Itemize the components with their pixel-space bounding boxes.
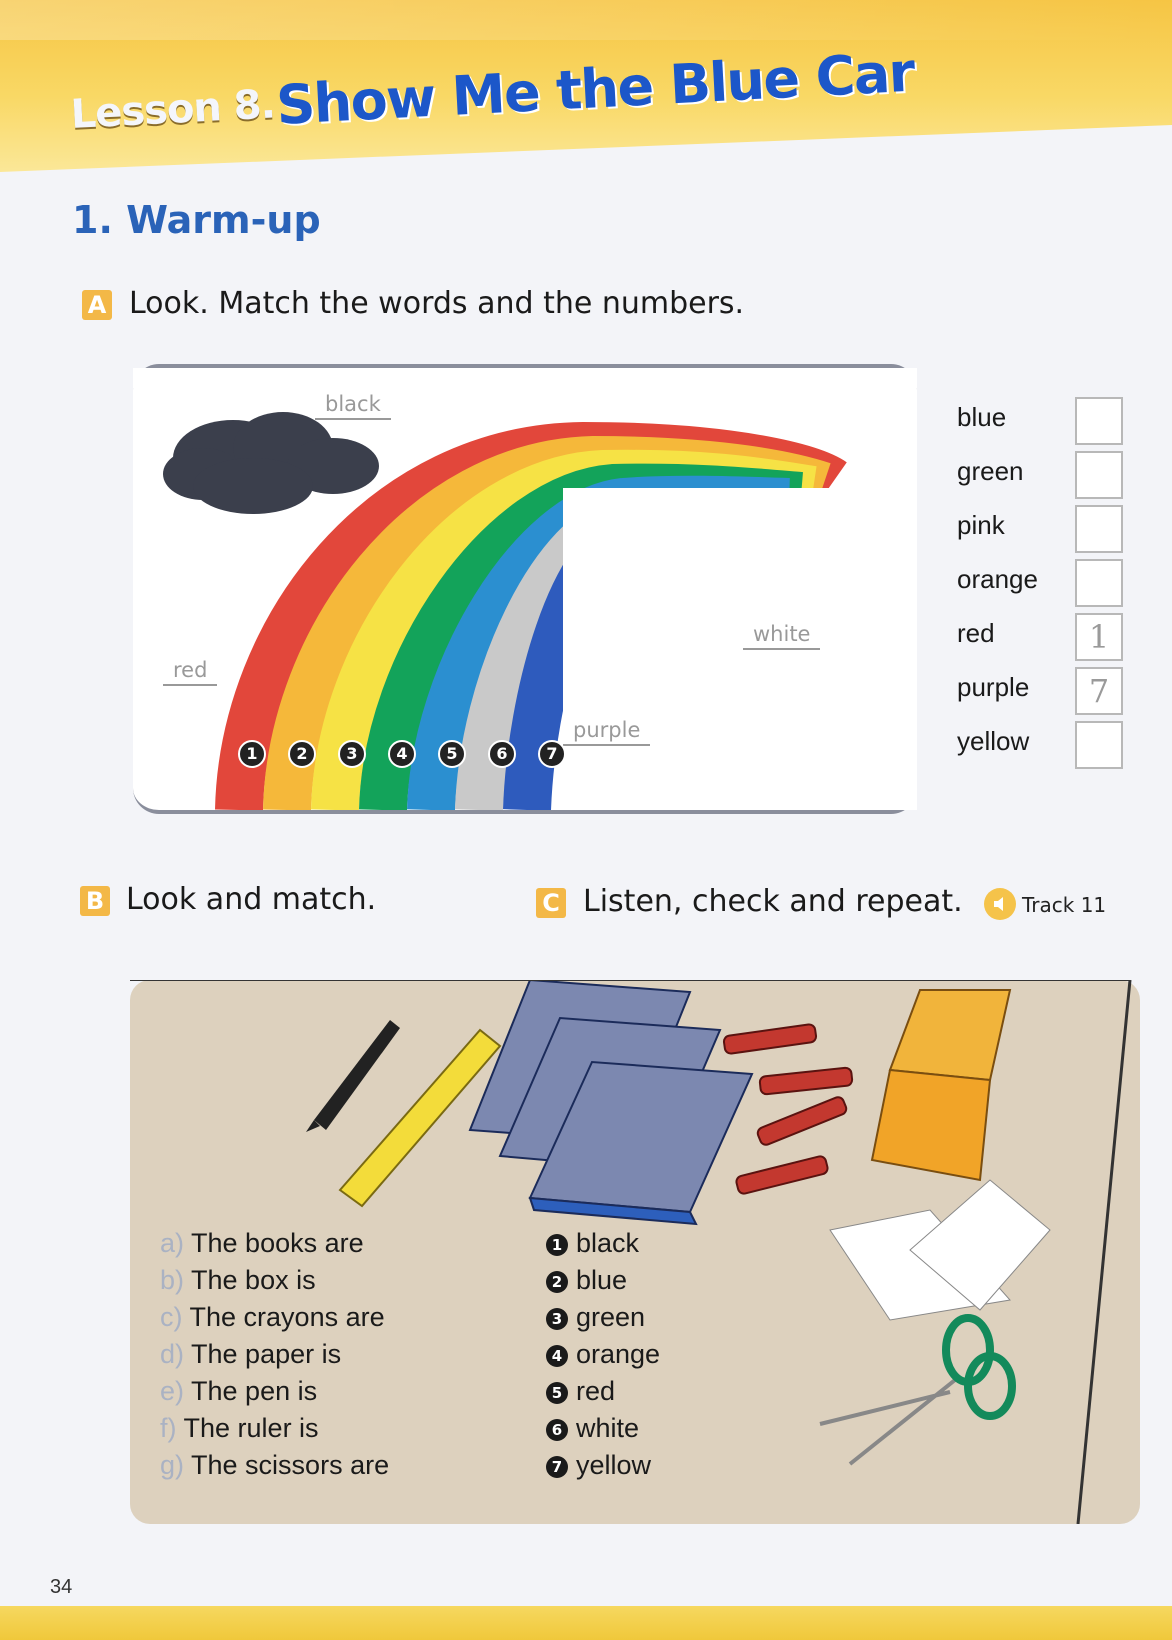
stripe-number-1: 1 xyxy=(238,740,266,768)
word-purple: purple xyxy=(957,672,1030,702)
header-highlight xyxy=(0,0,1172,40)
section-b-badge: B xyxy=(80,886,110,916)
word-orange: orange xyxy=(957,564,1038,594)
answer-box-yellow[interactable] xyxy=(1075,721,1123,769)
match-option-5 xyxy=(546,1376,615,1407)
pen-icon xyxy=(306,1020,400,1132)
match-text: The paper is xyxy=(191,1339,342,1369)
word-yellow: yellow xyxy=(957,726,1030,756)
match-letter: a) xyxy=(160,1228,185,1258)
label-red: red xyxy=(163,658,217,686)
section-a-badge: A xyxy=(82,290,112,320)
match-letter: b) xyxy=(160,1265,185,1295)
option-number: 2 xyxy=(546,1271,568,1293)
match-text: The box is xyxy=(191,1265,316,1295)
match-subject-e xyxy=(160,1376,317,1407)
stripe-number-5: 5 xyxy=(438,740,466,768)
answer-box-purple[interactable]: 7 xyxy=(1075,667,1123,715)
word-green: green xyxy=(957,456,1024,486)
answer-box-green[interactable] xyxy=(1075,451,1123,499)
speaker-icon[interactable] xyxy=(984,888,1016,920)
option-number: 3 xyxy=(546,1308,568,1330)
footer-band xyxy=(0,1606,1172,1640)
option-number: 4 xyxy=(546,1345,568,1367)
stripe-number-4: 4 xyxy=(388,740,416,768)
stripe-number-2: 2 xyxy=(288,740,316,768)
match-option-6 xyxy=(546,1413,639,1444)
answer-box-red[interactable]: 1 xyxy=(1075,613,1123,661)
match-letter: g) xyxy=(160,1450,185,1480)
match-text: The crayons are xyxy=(189,1302,385,1332)
section-a-instruction: Look. Match the words and the numbers. xyxy=(129,286,745,321)
match-text: The ruler is xyxy=(183,1413,319,1443)
match-text: The scissors are xyxy=(191,1450,390,1480)
track-label: Track 11 xyxy=(1022,893,1107,917)
books-icon xyxy=(470,980,752,1224)
cloud-icon xyxy=(163,412,379,514)
desk-panel xyxy=(130,980,1140,1524)
crayons-icon xyxy=(723,1024,852,1195)
match-subject-d xyxy=(160,1339,341,1370)
match-subject-f xyxy=(160,1413,319,1444)
match-option-7 xyxy=(546,1450,651,1481)
option-text: black xyxy=(576,1228,640,1258)
warmup-heading: 1. Warm-up xyxy=(72,198,321,242)
section-c-instruction: Listen, check and repeat. xyxy=(583,884,963,919)
match-letter: f) xyxy=(160,1413,177,1443)
match-option-1 xyxy=(546,1228,639,1259)
scissors-icon xyxy=(820,1318,1012,1464)
lesson-label: Lesson 8. xyxy=(69,81,276,138)
match-letter: c) xyxy=(160,1302,183,1332)
option-text: blue xyxy=(576,1265,628,1295)
label-white: white xyxy=(743,622,820,650)
lesson-title: Show Me the Blue Car xyxy=(274,40,916,138)
stripe-number-6: 6 xyxy=(488,740,516,768)
match-option-2 xyxy=(546,1265,627,1296)
option-text: red xyxy=(576,1376,616,1406)
answer-box-pink[interactable] xyxy=(1075,505,1123,553)
option-number: 1 xyxy=(546,1234,568,1256)
option-text: white xyxy=(576,1413,640,1443)
option-text: green xyxy=(576,1302,646,1332)
match-subject-g xyxy=(160,1450,389,1481)
stripe-number-3: 3 xyxy=(338,740,366,768)
option-number: 5 xyxy=(546,1382,568,1404)
match-subject-b xyxy=(160,1265,316,1296)
section-b-instruction: Look and match. xyxy=(126,882,377,917)
answer-box-blue[interactable] xyxy=(1075,397,1123,445)
label-purple: purple xyxy=(563,718,650,746)
match-text: The books are xyxy=(191,1228,364,1258)
match-option-4 xyxy=(546,1339,660,1370)
rainbow-panel xyxy=(133,364,917,814)
match-subject-a xyxy=(160,1228,364,1259)
word-blue: blue xyxy=(957,402,1007,432)
label-black: black xyxy=(315,392,391,420)
match-text: The pen is xyxy=(191,1376,318,1406)
page-number: 34 xyxy=(50,1576,73,1598)
option-number: 6 xyxy=(546,1419,568,1441)
option-number: 7 xyxy=(546,1456,568,1478)
option-text: yellow xyxy=(576,1450,652,1480)
match-letter: e) xyxy=(160,1376,185,1406)
word-red: red xyxy=(957,618,995,648)
section-c-badge: C xyxy=(536,888,566,918)
match-option-3 xyxy=(546,1302,645,1333)
option-text: orange xyxy=(576,1339,661,1369)
box-icon xyxy=(872,990,1010,1180)
stripe-number-7: 7 xyxy=(538,740,566,768)
word-pink: pink xyxy=(957,510,1005,540)
match-letter: d) xyxy=(160,1339,185,1369)
answer-box-orange[interactable] xyxy=(1075,559,1123,607)
match-subject-c xyxy=(160,1302,385,1333)
paper-icon xyxy=(830,1180,1050,1320)
